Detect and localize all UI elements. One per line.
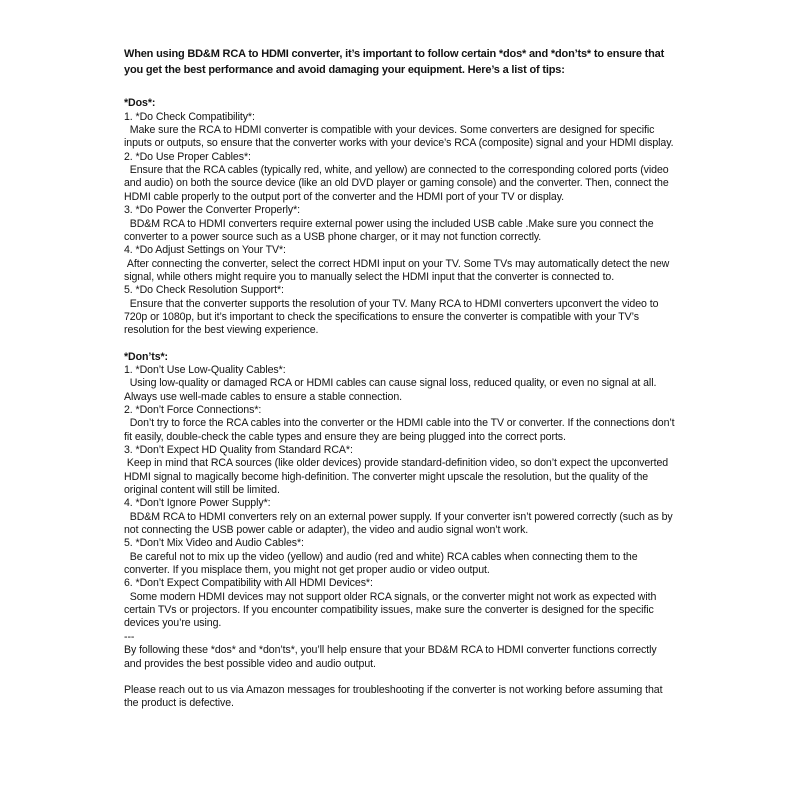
tip-title: 1. *Don’t Use Low-Quality Cables*: <box>124 363 286 376</box>
tip-title: 1. *Do Check Compatibility*: <box>124 110 255 123</box>
tip-body: After connecting the converter, select the correct HDMI input on your TV. Some TVs may automatically detect the new signal, while others might require you to manually select the HDMI input that the converter is connected to. <box>124 257 673 283</box>
dos-heading: *Dos*: <box>124 97 156 110</box>
tip-body: Keep in mind that RCA sources (like older devices) provide standard-definition video, so don’t expect the upconverted HDMI signal to magically become high-definition. The converter might upscale the resolution, but the quality of the original content will still be limited. <box>124 457 671 497</box>
tip-title: 4. *Do Adjust Settings on Your TV*: <box>124 244 286 257</box>
support-note: Please reach out to us via Amazon messages for troubleshooting if the converter is not working before assuming that the product is defective. <box>124 683 666 710</box>
tip-body: BD&M RCA to HDMI converters rely on an external power supply. If your converter isn’t powered correctly (such as by not connecting the USB power cable or adapter), the video and audio signal won’t work. <box>124 510 676 537</box>
intro-paragraph: When using BD&M RCA to HDMI converter, it’s important to follow certain *dos* and *don’ts* to ensure that you get the best performance and avoid damaging your equipment. Here’s a list of tips: <box>124 48 667 77</box>
tip-title: 2. *Don’t Force Connections*: <box>124 403 262 416</box>
closing-paragraph: By following these *dos* and *don’ts*, you’ll help ensure that your BD&M RCA to HDMI converter functions correctly and provides the best possible video and audio output. <box>124 644 660 670</box>
tip-title: 2. *Do Use Proper Cables*: <box>124 150 251 163</box>
tip-body: Using low-quality or damaged RCA or HDMI cables can cause signal loss, reduced quality, or even no signal at all. Always use well-made cables to ensure a stable connection. <box>124 377 659 403</box>
donts-section <box>124 351 676 631</box>
tip-body: Ensure that the converter supports the resolution of your TV. Many RCA to HDMI converters upconvert the video to 720p or 1080p, but it’s important to check the specifications to ensure the converter is compatible with your TV’s resolution for the best viewing experience. <box>124 297 662 337</box>
tip-body: Be careful not to mix up the video (yellow) and audio (red and white) RCA cables when connecting them to the converter. If you misplace them, you might not get proper audio or video output. <box>124 550 641 577</box>
tip-title: 3. *Do Power the Converter Properly*: <box>124 204 301 217</box>
tip-body: Some modern HDMI devices may not support older RCA signals, or the converter might not work as expected with certain TVs or projectors. If you encounter compatibility issues, make sure the converter is designed for the specific devices you’re using. <box>124 590 660 630</box>
tip-title: 5. *Don’t Mix Video and Audio Cables*: <box>124 537 304 550</box>
tip-body: Make sure the RCA to HDMI converter is compatible with your devices. Some converters are designed for specific inputs or outputs, so ensure that the converter works with your device’s RCA (composite) signal and your HDMI display. <box>124 124 674 150</box>
tip-body: BD&M RCA to HDMI converters require external power using the included USB cable .Make sure you connect the converter to a power source such as a USB phone charger, or it may not function correctly. <box>124 217 657 243</box>
tip-body: Don’t try to force the RCA cables into the converter or the HDMI cable into the TV or converter. If the connections don’t fit easily, double-check the cable types and ensure they are being plugged into the correct ports. <box>124 417 678 443</box>
divider-dashes: --- <box>124 630 135 643</box>
tip-title: 3. *Don’t Expect HD Quality from Standard RCA*: <box>124 444 353 456</box>
dos-section <box>124 97 676 337</box>
tip-title: 6. *Don’t Expect Compatibility with All HDMI Devices*: <box>124 577 373 590</box>
tip-title: 4. *Don’t Ignore Power Supply*: <box>124 497 271 510</box>
tip-body: Ensure that the RCA cables (typically red, white, and yellow) are connected to the corresponding colored ports (video and audio) on both the source device (like an old DVD player or gaming console) and the converter. Then, connect the HDMI cable properly to the output port of the converter and the HDMI port of your TV or display. <box>124 164 672 203</box>
tip-title: 5. *Do Check Resolution Support*: <box>124 284 284 297</box>
donts-heading: *Don’ts*: <box>124 350 169 363</box>
